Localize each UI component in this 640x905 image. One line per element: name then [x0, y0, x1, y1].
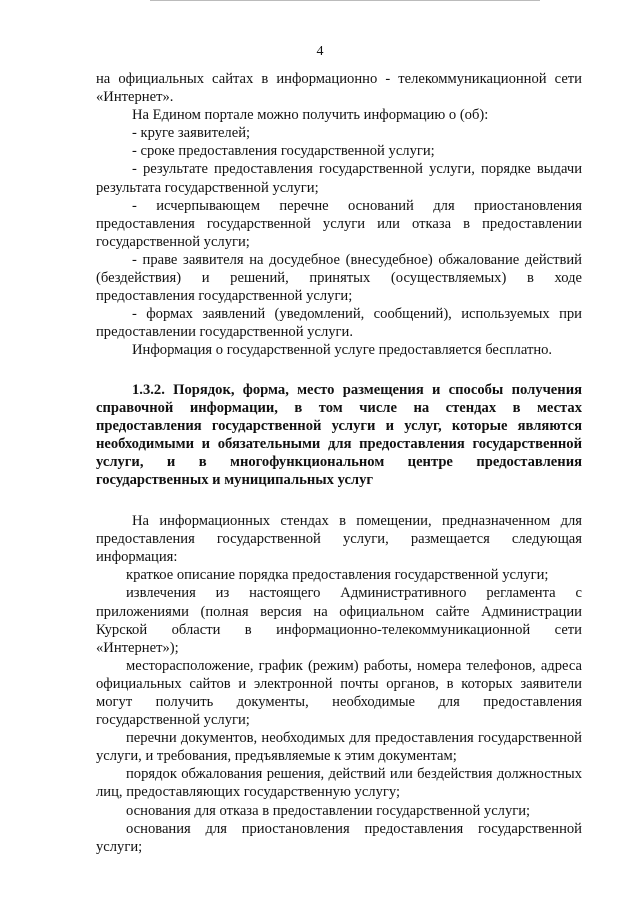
- list-item: - результате предоставления государственной услуги, порядке выдачи результата государственной услуги;: [96, 161, 582, 196]
- list-item: - сроке предоставления государственной услуги;: [132, 143, 435, 160]
- list-item: порядок обжалования решения, действий или бездействия должностных лиц, предоставляющих государственную услугу;: [96, 766, 582, 801]
- list-item: - исчерпывающем перечне оснований для приостановления предоставления государственной услуги или отказа в предоставлении государственной услуги;: [96, 197, 582, 250]
- list-item: - круге заявителей;: [132, 125, 251, 142]
- page-number: 4: [316, 44, 324, 59]
- paragraph: на официальных сайтах в информационно - телекоммуникационной сети «Интернет».: [96, 71, 582, 106]
- list-item: извлечения из настоящего Административного регламента с приложениями (полная версия на официальном сайте Администрации Курской области в информационно-телекоммуникационной сети «Интернет»);: [96, 585, 582, 656]
- list-item: основания для отказа в предоставлении государственной услуги;: [126, 802, 531, 819]
- list-item: краткое описание порядка предоставления государственной услуги;: [126, 567, 549, 584]
- paragraph: На информационных стендах в помещении, предназначенном для предоставления государственной услуги, размещается следующая информация:: [96, 513, 582, 566]
- document-body: [96, 70, 582, 856]
- list-item: - формах заявлений (уведомлений, сообщений), используемых при предоставлении государственной услуги.: [96, 306, 582, 341]
- top-rule: [150, 0, 540, 1]
- section-heading: 1.3.2. Порядок, форма, место размещения и способы получения справочной информации, в том числе на стендах в местах предоставления государственной услуги и услуг, которые являются необходимыми и обязательными для предоставления государственной услуги, и в многофункциональном центре предоставления государственных и муниципальных услуг: [96, 381, 582, 488]
- list-item: основания для приостановления предоставления государственной услуги;: [96, 820, 582, 855]
- paragraph: На Едином портале можно получить информацию о (об):: [132, 107, 489, 124]
- paragraph: Информация о государственной услуге предоставляется бесплатно.: [132, 342, 553, 359]
- list-item: - праве заявителя на досудебное (внесудебное) обжалование действий (бездействия) и решений, принятых (осуществляемых) в ходе предоставления государственной услуги;: [96, 251, 582, 305]
- list-item: месторасположение, график (режим) работы, номера телефонов, адреса официальных сайтов и электронной почты органов, в которых заявители могут получить документы, необходимые для предоставления государственной услуги;: [96, 657, 582, 729]
- list-item: перечни документов, необходимых для предоставления государственной услуги, и требования, предъявляемые к этим документам;: [96, 730, 582, 765]
